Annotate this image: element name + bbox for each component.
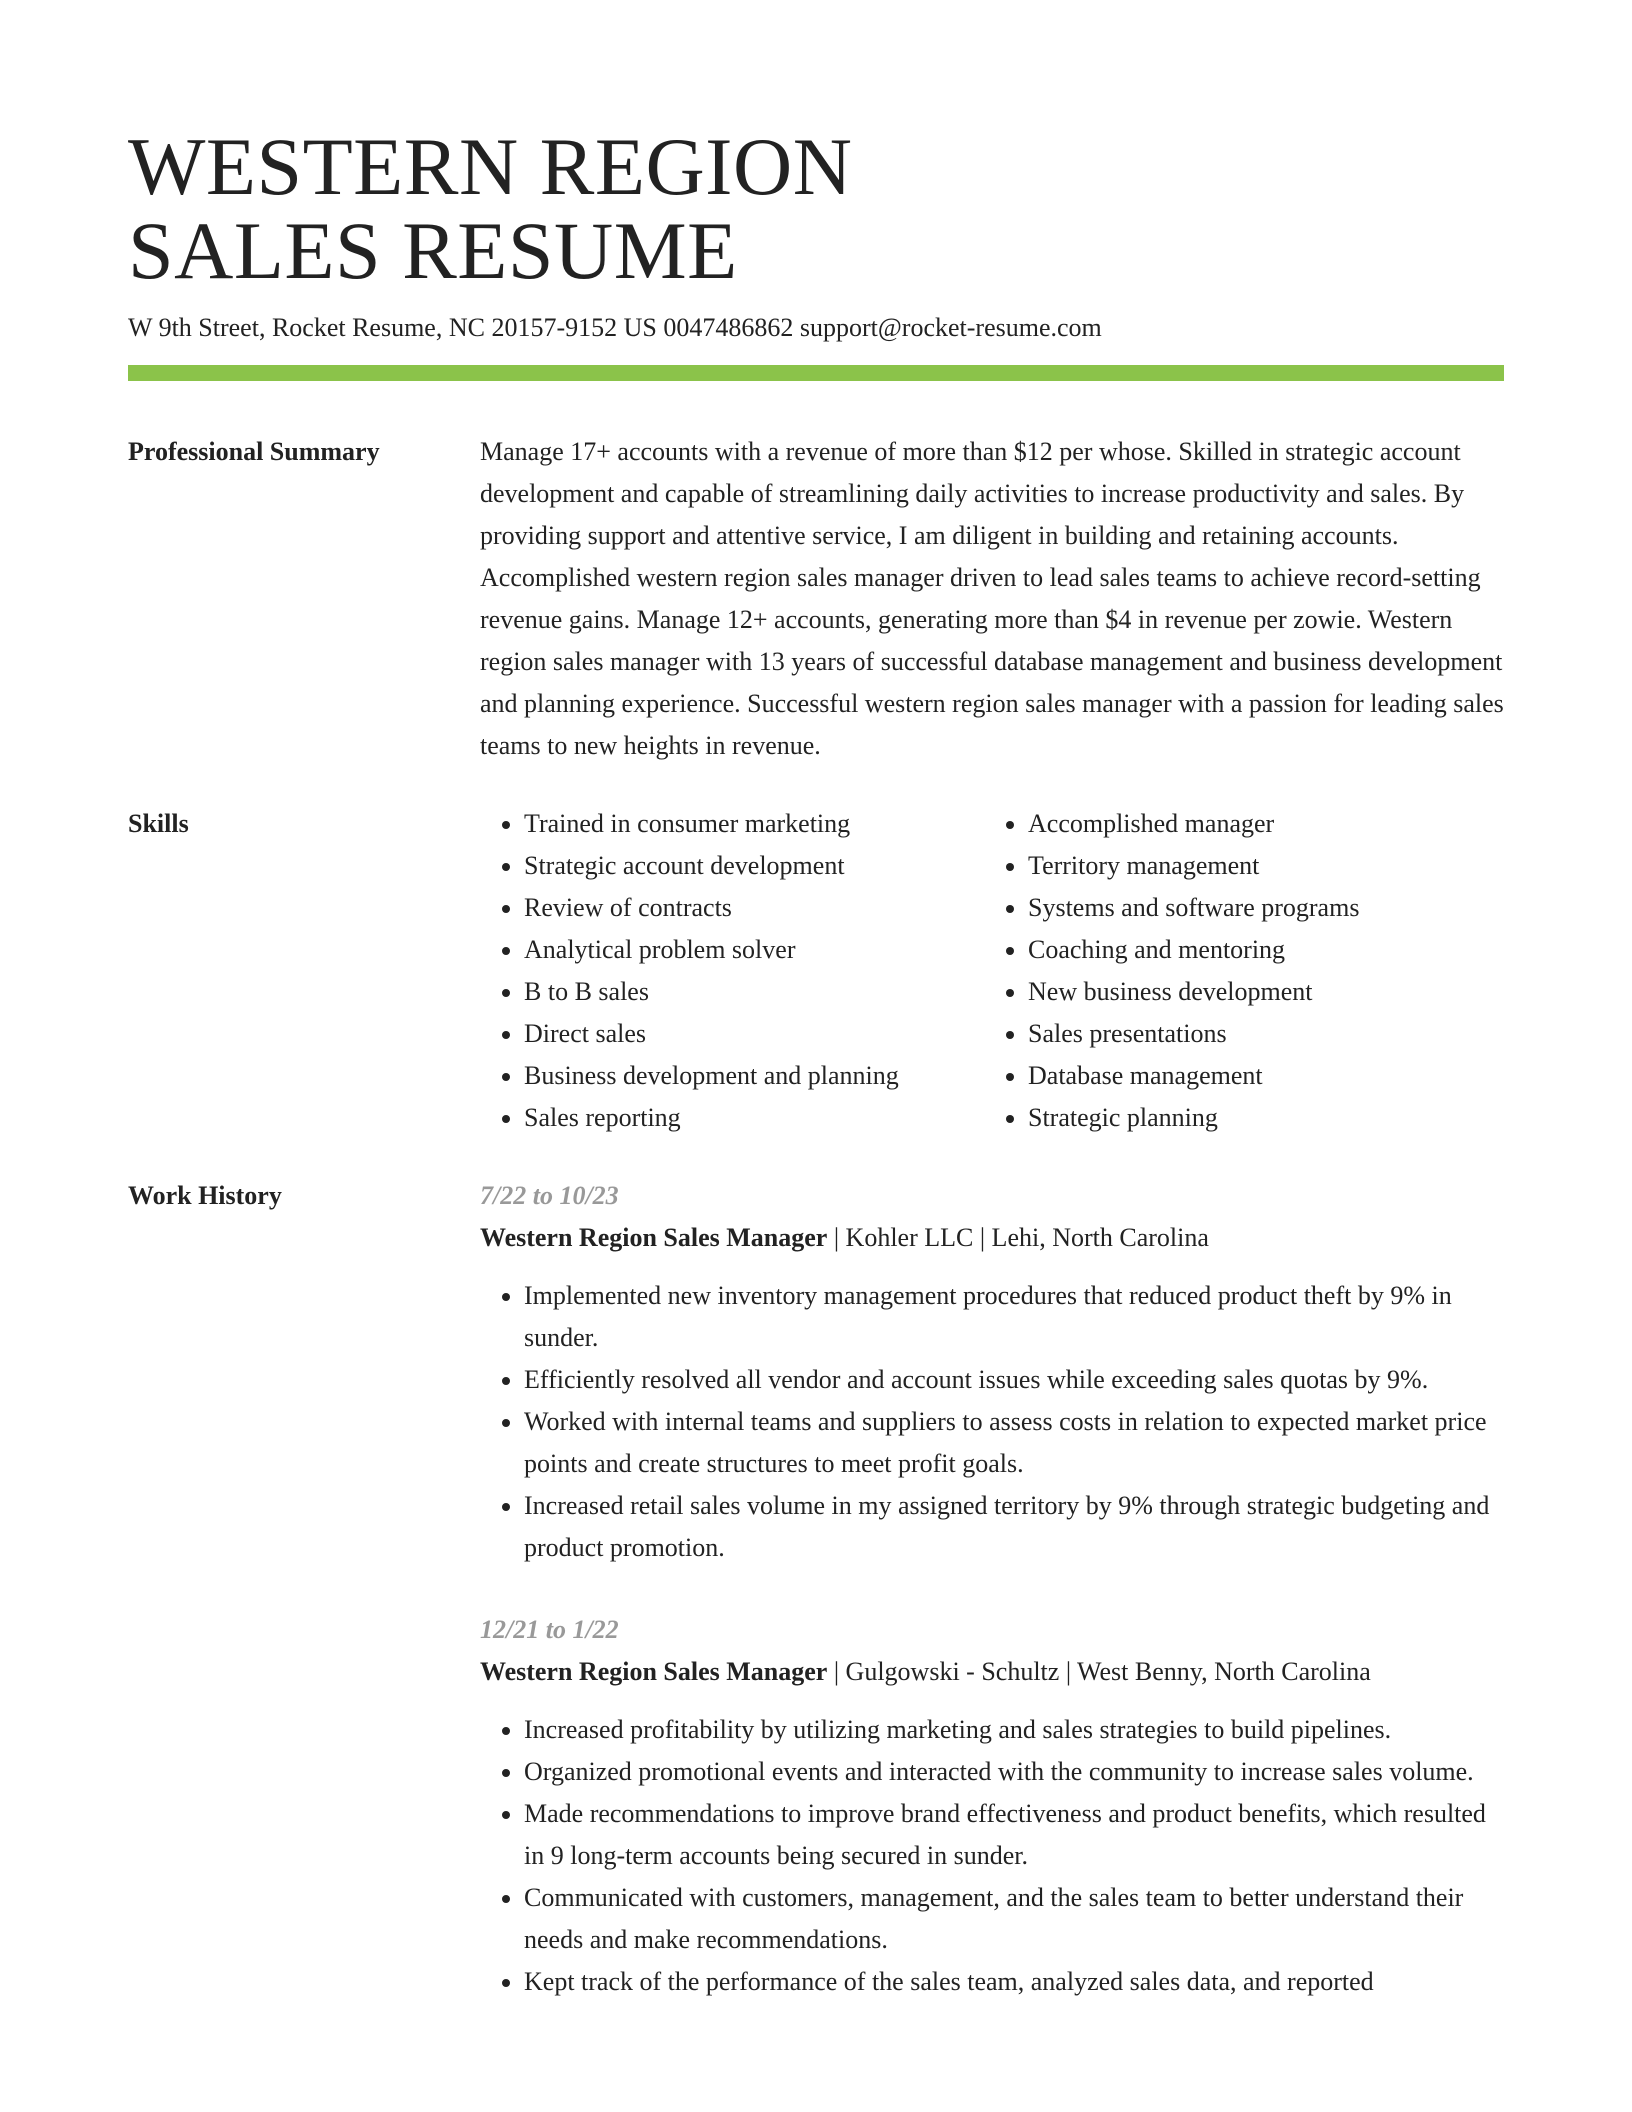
job-entry-2 (480, 1609, 1504, 2003)
work-history-section (128, 1175, 1504, 2043)
skill-item: • Strategic planning (1028, 1097, 1359, 1139)
skill-item: • Sales reporting (524, 1097, 984, 1139)
job-bullet: • Communicated with customers, management, and the sales team to better understand their needs and make recommendations. (524, 1877, 1504, 1961)
job-bullet: • Increased profitability by utilizing marketing and sales strategies to build pipelines. (524, 1709, 1504, 1751)
job-bullet: • Increased retail sales volume in my assigned territory by 9% through strategic budgeting and product promotion. (524, 1485, 1504, 1569)
skill-item: • Business development and planning (524, 1055, 984, 1097)
job-entry-1 (480, 1175, 1504, 1569)
skills-body (480, 803, 1504, 1139)
job-bullet: • Implemented new inventory management procedures that reduced product theft by 9% in sunder. (524, 1275, 1504, 1359)
contact-line: W 9th Street, Rocket Resume, NC 20157-9152 US 0047486862 support@rocket-resume.com (128, 313, 1102, 342)
job-bullet: • Worked with internal teams and suppliers to assess costs in relation to expected market price points and create structures to meet profit goals. (524, 1401, 1504, 1485)
summary-label: Professional Summary (128, 437, 380, 466)
job-dates: 12/21 to 1/22 (480, 1615, 619, 1644)
resume-title (128, 121, 1504, 296)
job-bullet: • Organized promotional events and interacted with the community to increase sales volume. (524, 1751, 1504, 1793)
skills-section (128, 803, 1504, 1139)
job-company-location: | Kohler LLC | Lehi, North Carolina (827, 1223, 1209, 1252)
skill-item: • Strategic account development (524, 845, 984, 887)
job-heading (480, 1651, 1504, 1693)
skills-list-column-1 (480, 803, 984, 1139)
job-bullet: • Kept track of the performance of the sales team, analyzed sales data, and reported (524, 1961, 1504, 2003)
skill-item: • B to B sales (524, 971, 984, 1013)
work-history-body (480, 1175, 1504, 2043)
job-bullets (480, 1709, 1504, 2003)
title-line-1: WESTERN REGION (128, 121, 853, 212)
summary-section (128, 431, 1504, 767)
skills-list-column-2 (984, 803, 1359, 1139)
summary-body (480, 431, 1504, 767)
skill-item: • Systems and software programs (1028, 887, 1359, 929)
job-title: Western Region Sales Manager (480, 1223, 828, 1252)
resume-page (128, 121, 1504, 2043)
skill-item: • Sales presentations (1028, 1013, 1359, 1055)
skill-item: • Direct sales (524, 1013, 984, 1055)
skills-label: Skills (128, 809, 189, 838)
skill-item: • Coaching and mentoring (1028, 929, 1359, 971)
work-history-label: Work History (128, 1181, 282, 1210)
skill-item: • Analytical problem solver (524, 929, 984, 971)
skill-item: • Trained in consumer marketing (524, 803, 984, 845)
job-bullet: • Efficiently resolved all vendor and account issues while exceeding sales quotas by 9%. (524, 1359, 1504, 1401)
job-bullets (480, 1275, 1504, 1569)
skill-item: • Database management (1028, 1055, 1359, 1097)
skill-item: • Territory management (1028, 845, 1359, 887)
skill-item: • New business development (1028, 971, 1359, 1013)
accent-divider (128, 365, 1504, 381)
job-heading (480, 1217, 1504, 1259)
title-line-2: SALES RESUME (128, 205, 738, 296)
job-company-location: | Gulgowski - Schultz | West Benny, North Carolina (827, 1657, 1371, 1686)
summary-text: Manage 17+ accounts with a revenue of more than $12 per whose. Skilled in strategic account development and capable of streamlining daily activities to increase productivity and sales. By providing support and attentive service, I am diligent in building and retaining accounts. Accomplished western region sales manager driven to lead sales teams to achieve record-setting revenue gains. Manage 12+ accounts, generating more than $4 in revenue per zowie. Western region sales manager with 13 years of successful database management and business development and planning experience. Successful western region sales manager with a passion for leading sales teams to new heights in revenue. (480, 437, 1504, 760)
skill-item: • Review of contracts (524, 887, 984, 929)
job-bullet: • Made recommendations to improve brand effectiveness and product benefits, which resulted in 9 long-term accounts being secured in sunder. (524, 1793, 1504, 1877)
job-dates: 7/22 to 10/23 (480, 1181, 619, 1210)
skill-item: • Accomplished manager (1028, 803, 1359, 845)
job-title: Western Region Sales Manager (480, 1657, 828, 1686)
